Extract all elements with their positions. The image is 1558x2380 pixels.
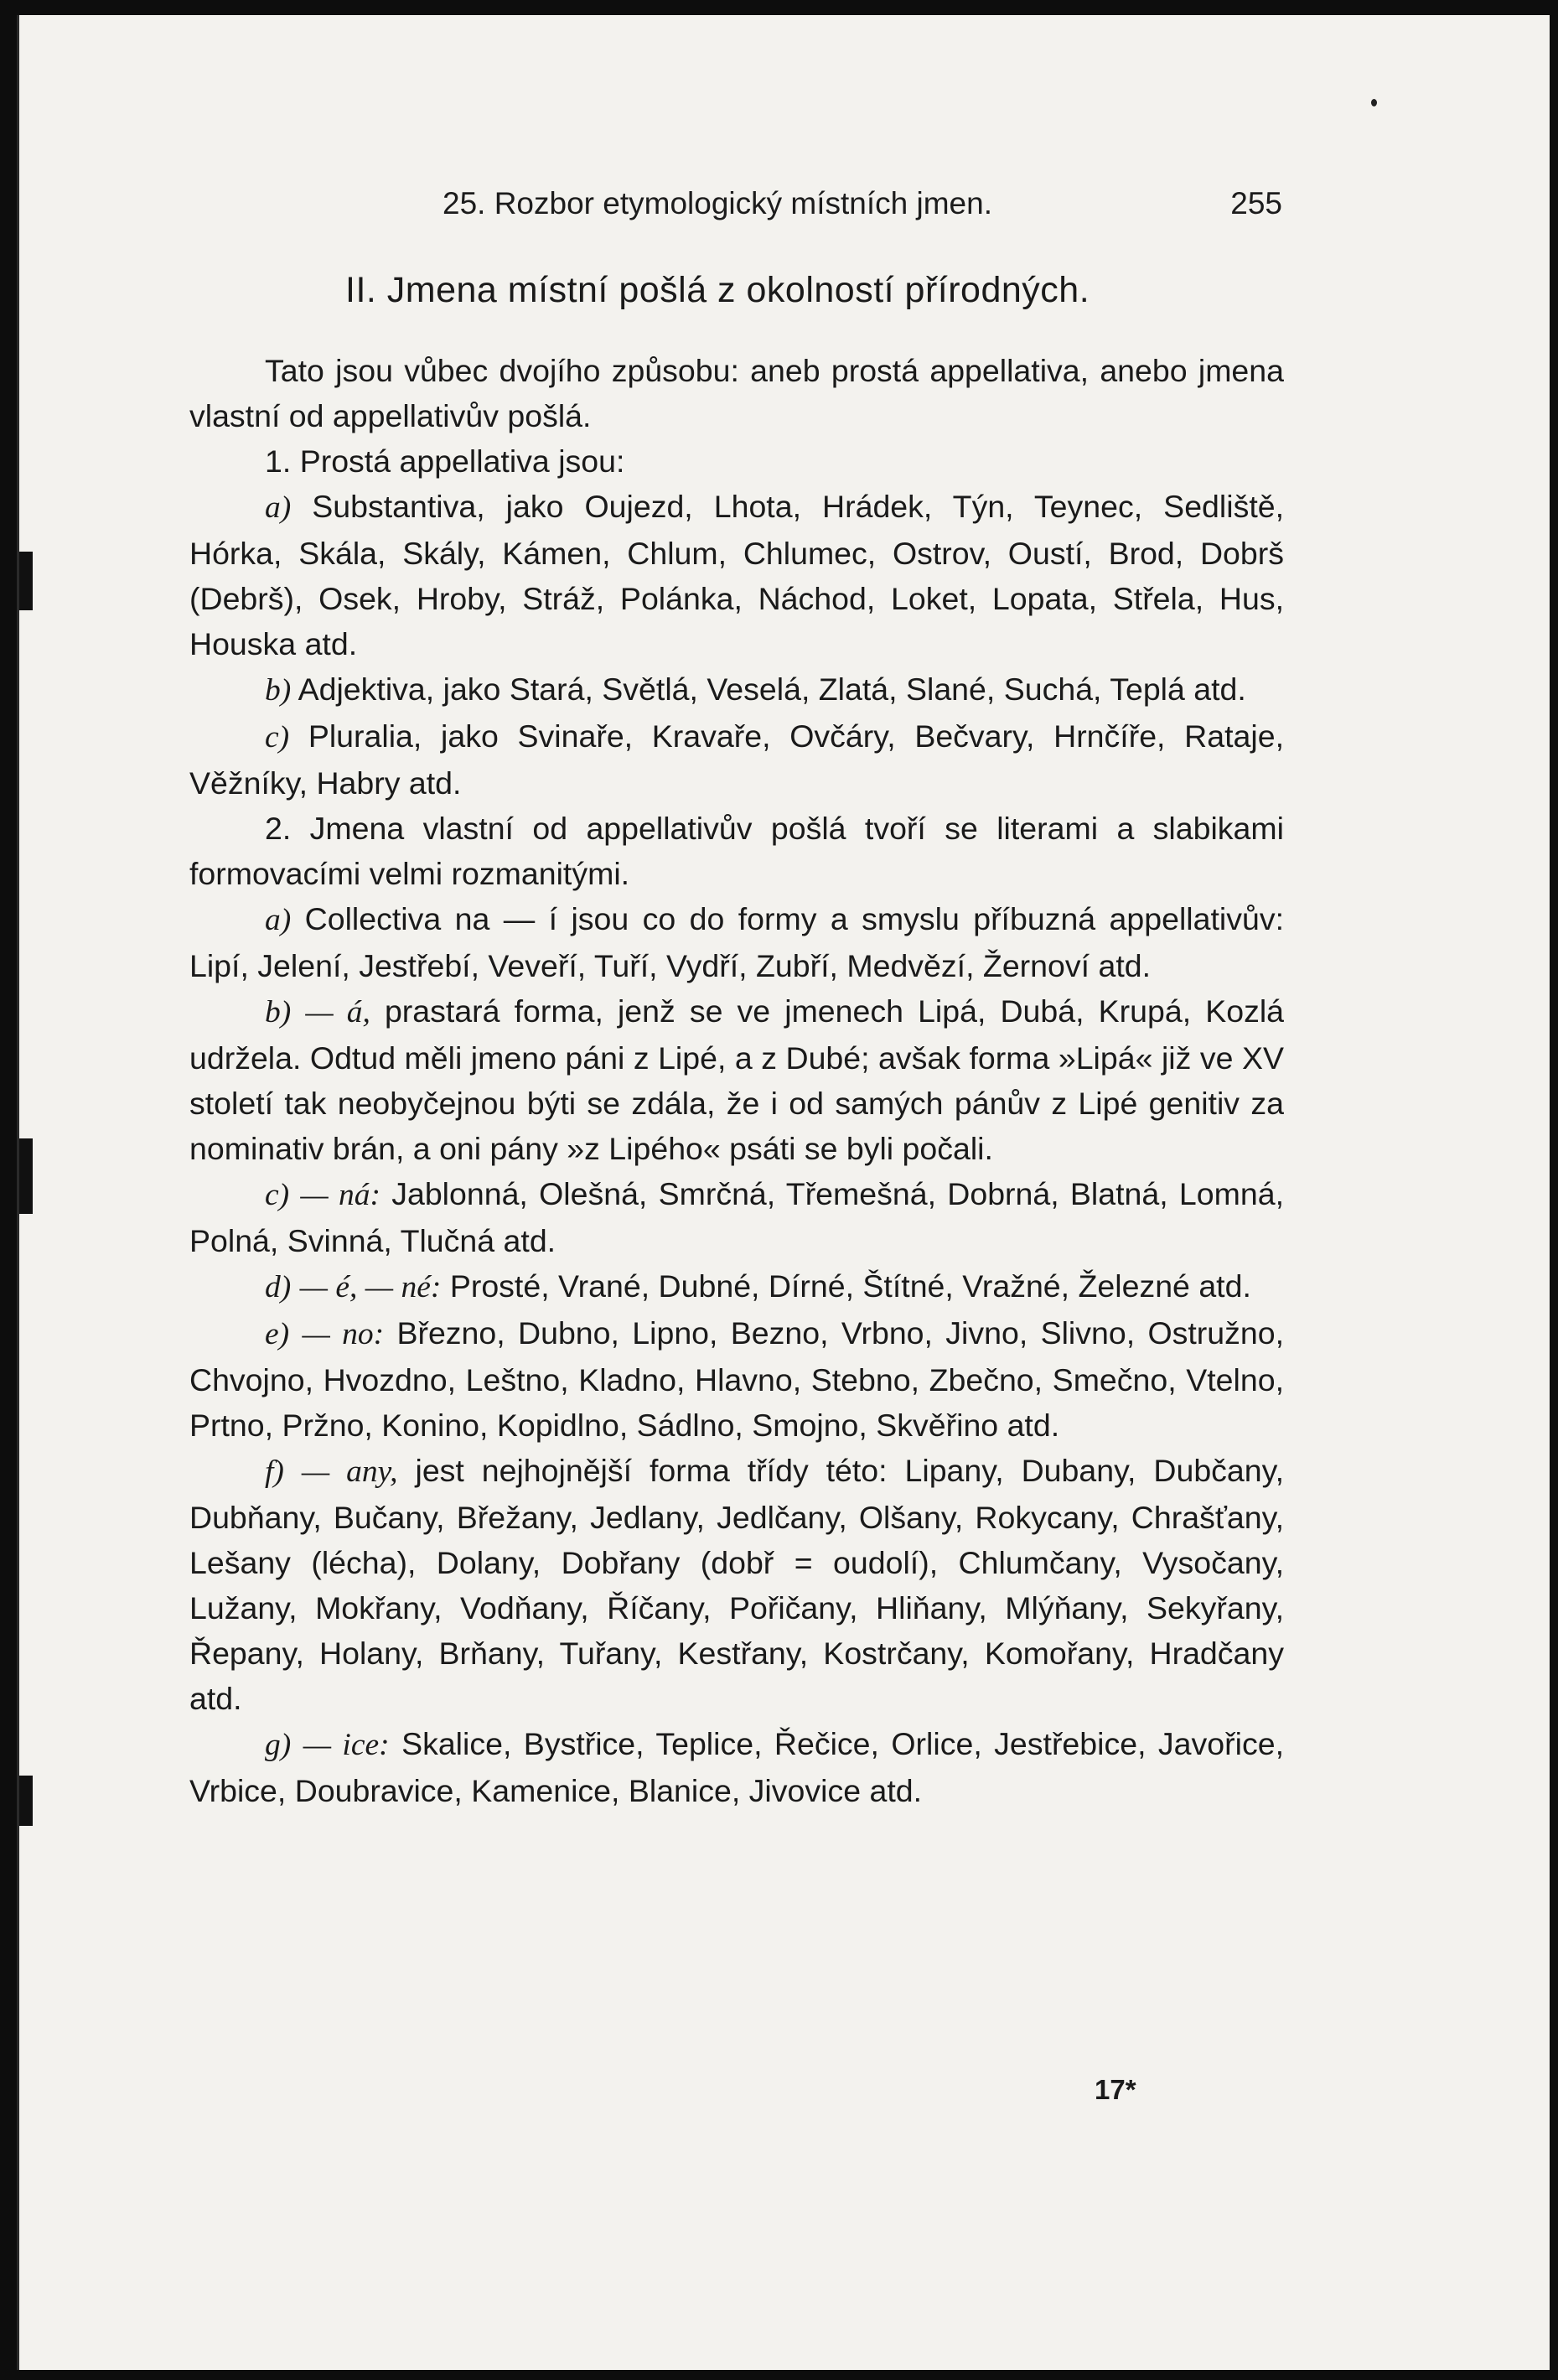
- paragraph: [189, 1171, 1284, 1263]
- paragraph-text: Substantiva, jako Oujezd, Lhota, Hrádek, Týn, Teynec, Sedliště, Hórka, Skála, Skály, Kámen, Chlum, Chlumec, Ostrov, Oustí, Brod, Dobrš (Debrš), Osek, Hroby, Stráž, Polánka, Náchod, Loket, Lopata, Střela, Hus, Houska atd.: [189, 489, 1285, 661]
- paragraph: [189, 896, 1284, 988]
- suffix-label: — ná:: [300, 1178, 380, 1212]
- suffix-label: — é, — né:: [299, 1270, 442, 1304]
- body-text: [189, 348, 1284, 1813]
- paragraph: [189, 484, 1284, 666]
- suffix-label: — ice:: [303, 1728, 390, 1762]
- item-label: d): [265, 1270, 292, 1304]
- item-label: f): [265, 1454, 284, 1489]
- paragraph-text: Prosté, Vrané, Dubné, Dírné, Štítné, Vražné, Železné atd.: [449, 1268, 1251, 1304]
- item-label: c): [265, 1178, 290, 1212]
- item-label: a): [265, 903, 292, 937]
- paragraph-text: Jablonná, Olešná, Smrčná, Třemešná, Dobrná, Blatná, Lomná, Polná, Svinná, Tlučná atd.: [189, 1176, 1285, 1258]
- ink-dot: [1371, 99, 1377, 106]
- paragraph: [189, 666, 1284, 713]
- binding-mark: [19, 1776, 33, 1826]
- paragraph: [189, 1310, 1284, 1448]
- item-label: b): [265, 995, 292, 1029]
- paragraph: [189, 988, 1284, 1171]
- paragraph-text: prastará forma, jenž se ve jmenech Lipá, Dubá, Krupá, Kozlá udržela. Odtud měli jmeno páni z Lipé, a z Dubé; avšak forma »Lipá« již ve XV století tak neobyčejnou býti se zdála, že i od samých pánův z Lipé genitiv za nominativ brán, a oni pány »z Lipého« psáti se byli počali.: [189, 993, 1285, 1166]
- paragraph: [189, 438, 1284, 484]
- suffix-label: — á,: [305, 995, 370, 1029]
- paragraph-text: Březno, Dubno, Lipno, Bezno, Vrbno, Jivno, Slivno, Ostružno, Chvojno, Hvozdno, Leštno, Kladno, Hlavno, Stebno, Zbečno, Smečno, Vtelno, Prtno, Pržno, Konino, Kopidlno, Sádlno, Smojno, Skvěřino atd.: [189, 1315, 1285, 1443]
- paragraph-text: Tato jsou vůbec dvojího způsobu: aneb prostá appellativa, anebo jmena vlastní od appellativův pošlá.: [189, 353, 1284, 433]
- paragraph-text: Adjektiva, jako Stará, Světlá, Veselá, Zlatá, Slané, Suchá, Teplá atd.: [298, 671, 1246, 707]
- paragraph: [189, 806, 1284, 896]
- paragraph: [189, 1721, 1284, 1813]
- paragraph-text: Skalice, Bystřice, Teplice, Řečice, Orlice, Jestřebice, Javořice, Vrbice, Doubravice, Kamenice, Blanice, Jivovice atd.: [189, 1726, 1284, 1808]
- suffix-label: — any,: [301, 1454, 398, 1489]
- suffix-label: Collectiva na — í: [304, 901, 558, 936]
- suffix-label: — no:: [302, 1317, 385, 1351]
- item-label: c): [265, 720, 290, 754]
- paragraph: [189, 1263, 1284, 1310]
- item-label: e): [265, 1317, 290, 1351]
- paragraph: [189, 1448, 1284, 1721]
- paragraph: [189, 713, 1284, 806]
- running-header: [443, 186, 1282, 236]
- page-number: 255: [1230, 186, 1282, 220]
- paragraph-text: jsou co do formy a smyslu příbuzná appellativův: Lipí, Jelení, Jestřebí, Veveří, Tuří, Vydří, Zubří, Medvězí, Žernoví atd.: [189, 901, 1285, 983]
- binding-mark: [19, 552, 33, 610]
- paragraph-text: 2. Jmena vlastní od appellativův pošlá tvoří se literami a slabikami formovacími velmi rozmanitými.: [189, 811, 1284, 891]
- item-label: b): [265, 673, 292, 708]
- item-label: a): [265, 490, 292, 525]
- paragraph-text: jest nejhojnější forma třídy této: Lipany, Dubany, Dubčany, Dubňany, Bučany, Břežany, Jedlany, Jedlčany, Olšany, Rokycany, Chrašťany, Lešany (lécha), Dolany, Dobřany (dobř = oudolí), Chlumčany, Vysočany, Lužany, Mokřany, Vodňany, Říčany, Pořičany, Hliňany, Mlýňany, Sekyřany, Řepany, Holany, Brňany, Tuřany, Kestřany, Kostrčany, Komořany, Hradčany atd.: [189, 1453, 1285, 1716]
- signature-mark: 17*: [1095, 2074, 1136, 2105]
- paragraph: [189, 348, 1284, 438]
- binding-mark: [19, 1138, 33, 1214]
- paragraph-text: 1. Prostá appellativa jsou:: [265, 443, 625, 479]
- paragraph-text: Pluralia, jako Svinaře, Kravaře, Ovčáry, Bečvary, Hrnčíře, Rataje, Věžníky, Habry atd.: [189, 718, 1284, 801]
- item-label: g): [265, 1728, 292, 1762]
- running-title: 25. Rozbor etymologický místních jmen.: [443, 186, 992, 220]
- section-heading: II. Jmena místní pošlá z okolností přírodných.: [345, 270, 1090, 310]
